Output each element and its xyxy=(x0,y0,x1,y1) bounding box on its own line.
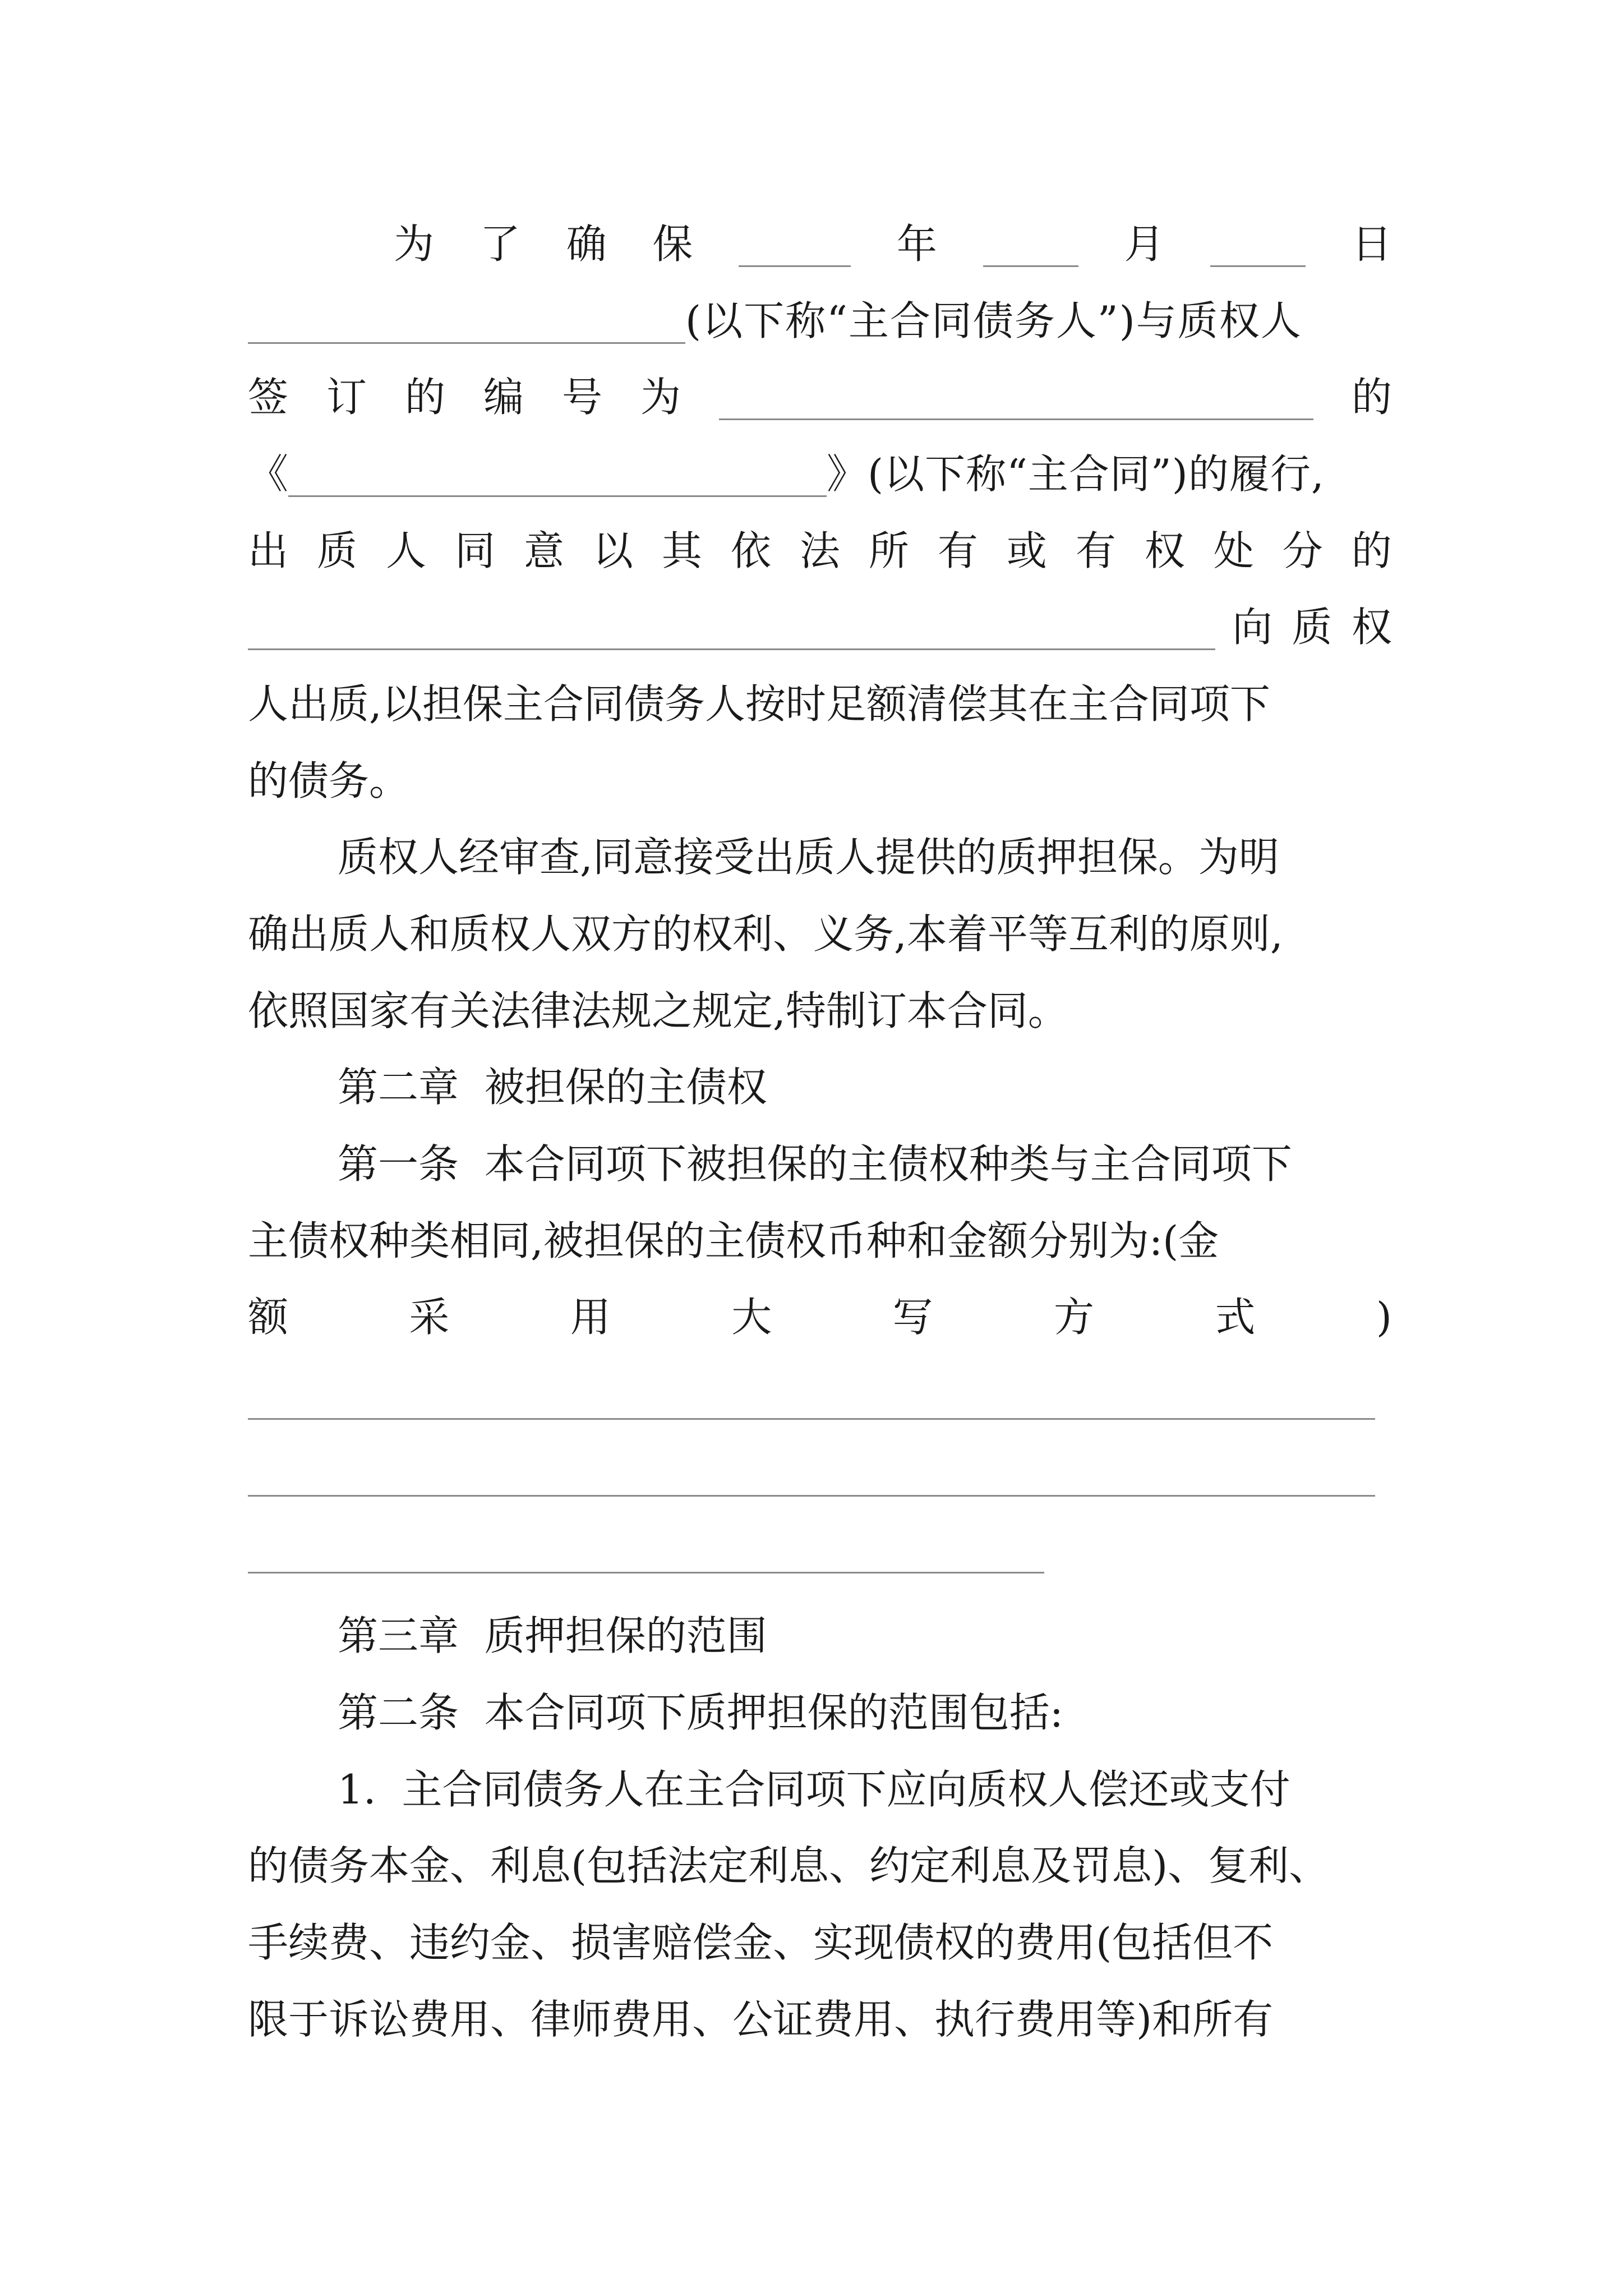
char: 额 xyxy=(248,1294,289,1341)
char: 为 xyxy=(394,220,435,268)
char: 其 xyxy=(661,527,702,574)
p1-line-6-tail xyxy=(1215,593,1392,661)
blank-collateral xyxy=(248,605,1215,650)
blank-contract-name xyxy=(288,452,827,497)
char: 式 xyxy=(1215,1294,1256,1341)
char: 用 xyxy=(570,1294,611,1341)
char: 人 xyxy=(385,527,426,574)
char: 权 xyxy=(1351,604,1392,651)
char: 年 xyxy=(896,220,937,268)
p2-line-2: 确出质人和质权人双方的权利、义务,本着平等互利的原则, xyxy=(248,910,1283,958)
blank-amount-line-3 xyxy=(248,1572,1044,1573)
char: 号 xyxy=(562,374,603,421)
char: 意 xyxy=(523,527,564,574)
p1-line-5 xyxy=(248,517,1392,585)
char: 以 xyxy=(592,527,633,574)
p1-line-6 xyxy=(248,593,1392,661)
blank-amount-line-1 xyxy=(248,1418,1375,1420)
char: 或 xyxy=(1006,527,1047,574)
char: 大 xyxy=(731,1294,772,1341)
bracket-open: 《 xyxy=(248,450,289,498)
char: 分 xyxy=(1282,527,1323,574)
art1-line-1: 第一条 本合同项下被担保的主债权种类与主合同项下 xyxy=(338,1140,1292,1188)
char: 的 xyxy=(405,374,446,421)
char: 写 xyxy=(892,1294,933,1341)
char: 了 xyxy=(479,220,520,268)
blank-month xyxy=(983,222,1078,267)
char: 依 xyxy=(730,527,771,574)
p1-line-1 xyxy=(248,210,1392,278)
char: 法 xyxy=(799,527,840,574)
p1-line-8: 的债务。 xyxy=(248,757,410,804)
char: 出 xyxy=(248,527,289,574)
char: 向 xyxy=(1232,604,1273,651)
char: 月 xyxy=(1124,220,1165,268)
char: 所 xyxy=(868,527,909,574)
blank-amount-line-2 xyxy=(248,1495,1375,1497)
char: 有 xyxy=(937,527,978,574)
item1-line-3: 手续费、违约金、损害赔偿金、实现债权的费用(包括但不 xyxy=(248,1919,1274,1966)
art1-line-2: 主债权种类相同,被担保的主债权币种和金额分别为:(金 xyxy=(248,1217,1219,1264)
char: 签 xyxy=(248,374,289,421)
item1-line-4: 限于诉讼费用、律师费用、公证费用、执行费用等)和所有 xyxy=(248,1996,1274,2043)
p1-line-2-text: (以下称“主合同债务人”)与质权人 xyxy=(685,297,1302,344)
char: 确 xyxy=(566,220,607,268)
p2-line-1: 质权人经审查,同意接受出质人提供的质押担保。为明 xyxy=(338,834,1279,881)
art1-line-3 xyxy=(248,1283,1392,1351)
char: 有 xyxy=(1075,527,1116,574)
char: 质 xyxy=(316,527,357,574)
char: 处 xyxy=(1213,527,1254,574)
p1-line-7: 人出质,以担保主合同债务人按时足额清偿其在主合同项下 xyxy=(248,680,1270,728)
char: 编 xyxy=(483,374,524,421)
blank-year xyxy=(739,222,851,267)
item1-line-2: 的债务本金、利息(包括法定利息、约定利息及罚息)、复利、 xyxy=(248,1842,1330,1889)
chapter-2-heading: 第二章 被担保的主债权 xyxy=(338,1064,767,1111)
p1-line-4-text: 》(以下称“主合同”)的履行, xyxy=(827,450,1325,498)
item1-line-1: 1. 主合同债务人在主合同项下应向质权人偿还或支付 xyxy=(338,1766,1290,1813)
p1-line-2 xyxy=(248,287,1392,355)
blank-contract-number xyxy=(719,375,1313,420)
char: 采 xyxy=(409,1294,450,1341)
char: 同 xyxy=(454,527,495,574)
blank-day xyxy=(1210,222,1306,267)
char: 保 xyxy=(652,220,693,268)
char: 订 xyxy=(326,374,367,421)
p2-line-3: 依照国家有关法律法规之规定,特制订本合同。 xyxy=(248,987,1068,1034)
char: 质 xyxy=(1292,604,1332,651)
char: 权 xyxy=(1144,527,1185,574)
char: 的 xyxy=(1351,374,1392,421)
chapter-3-heading: 第三章 质押担保的范围 xyxy=(338,1612,767,1659)
char: ) xyxy=(1376,1294,1392,1341)
p1-line-3 xyxy=(248,364,1392,431)
p1-line-4 xyxy=(248,440,1392,508)
char: 日 xyxy=(1351,220,1392,268)
char: 方 xyxy=(1054,1294,1095,1341)
blank-debtor xyxy=(248,298,685,344)
char: 为 xyxy=(640,374,681,421)
char: 的 xyxy=(1351,527,1392,574)
art2-line: 第二条 本合同项下质押担保的范围包括: xyxy=(338,1689,1064,1736)
